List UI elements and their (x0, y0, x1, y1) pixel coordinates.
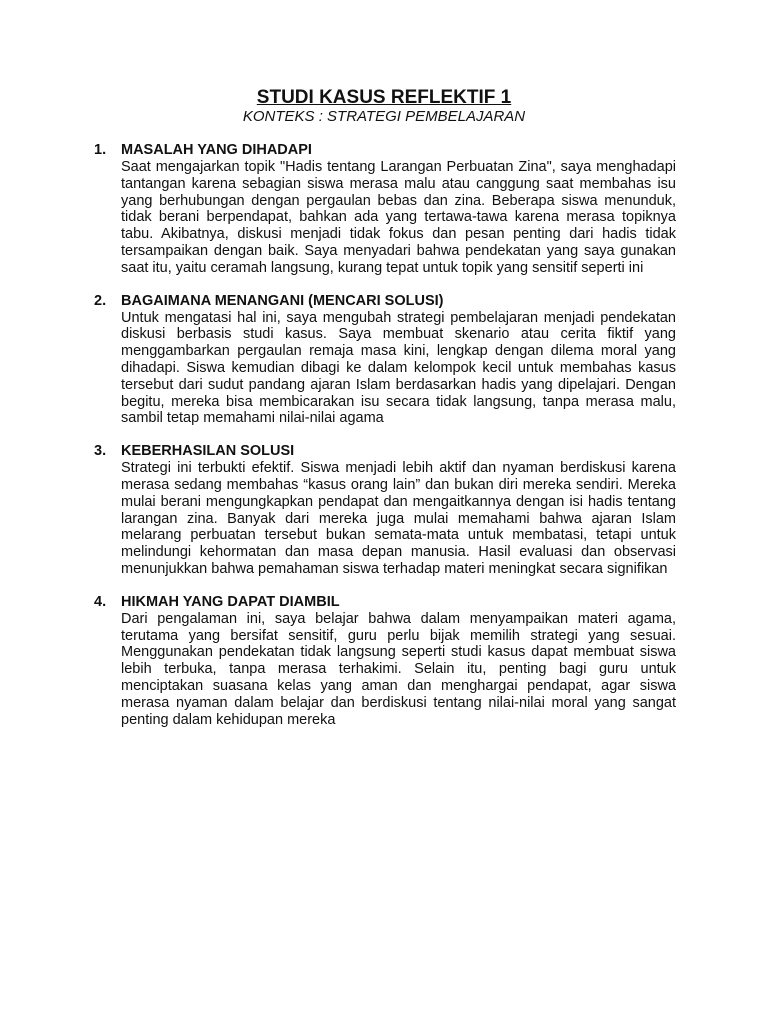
section-text: Strategi ini terbukti efektif. Siswa menjadi lebih aktif dan nyaman berdiskusi karena merasa sedang membahas “kasus orang lain” dan bukan diri mereka sendiri. Mereka mulai berani mengungkapkan pendapat dan mengaitkannya dengan isi hadis tentang larangan zina. Banyak dari mereka juga mulai memahami bahwa ajaran Islam melarang perbuatan tersebut bukan semata-mata untuk membatasi, tetapi untuk melindungi kehormatan dan masa depan manusia. Hasil evaluasi dan observasi menunjukkan bahwa pemahaman siswa terhadap materi meningkat secara signifikan (121, 460, 676, 577)
section-heading: MASALAH YANG DIHADAPI (121, 142, 312, 158)
section-number: 4. (94, 593, 107, 610)
sections-list (94, 142, 676, 744)
section-body (121, 443, 676, 578)
section-solusi (94, 293, 676, 428)
section-number: 1. (94, 142, 107, 158)
section-body (121, 142, 676, 277)
section-body (121, 594, 676, 729)
section-number: 2. (94, 292, 107, 309)
section-hikmah (94, 594, 676, 729)
section-heading: HIKMAH YANG DAPAT DIAMBIL (121, 593, 340, 610)
section-keberhasilan (94, 443, 676, 578)
section-text: Saat mengajarkan topik "Hadis tentang Larangan Perbuatan Zina", saya menghadapi tantangan karena sebagian siswa merasa malu atau canggung saat membahas isu yang berhubungan dengan pergaulan bebas dan zina. Beberapa siswa menunduk, tidak berani berpendapat, bahkan ada yang tertawa-tawa karena merasa topiknya tabu. Akibatnya, diskusi menjadi tidak fokus dan pesan penting dari hadis tidak tersampaikan dengan baik. Saya menyadari bahwa pendekatan yang saya gunakan saat itu, yaitu ceramah langsung, kurang tepat untuk topik yang sensitif seperti ini (121, 159, 676, 276)
document-title: STUDI KASUS REFLEKTIF 1 (256, 87, 512, 108)
section-number: 3. (94, 443, 107, 460)
section-text: Untuk mengatasi hal ini, saya mengubah strategi pembelajaran menjadi pendekatan diskusi berbasis studi kasus. Saya membuat skenario atau cerita fiktif yang menggambarkan pergaulan remaja masa kini, lengkap dengan dilema moral yang dihadapi. Siswa kemudian dibagi ke dalam kelompok kecil untuk membahas kasus tersebut dari sudut pandang ajaran Islam berdasarkan hadis yang dipelajari. Dengan begitu, mereka bisa membicarakan isu secara tidak langsung, tanpa merasa malu, sambil tetap memahami nilai-nilai agama (121, 309, 676, 427)
section-heading: BAGAIMANA MENANGANI (MENCARI SOLUSI) (121, 292, 444, 309)
section-body (121, 293, 676, 428)
document-subtitle: KONTEKS : STRATEGI PEMBELAJARAN (242, 108, 526, 125)
section-text: Dari pengalaman ini, saya belajar bahwa dalam menyampaikan materi agama, terutama yang bersifat sensitif, guru perlu bijak memilih strategi yang sesuai. Menggunakan pendekatan tidak langsung seperti studi kasus dapat membuat siswa lebih terbuka, tanpa merasa terhakimi. Selain itu, penting bagi guru untuk menciptakan suasana kelas yang aman dan menghargai pendapat, agar siswa merasa nyaman dalam belajar dan berdiskusi tentang nilai-nilai moral yang sangat penting dalam kehidupan mereka (121, 610, 676, 728)
section-masalah (94, 142, 676, 277)
section-heading: KEBERHASILAN SOLUSI (121, 443, 295, 460)
